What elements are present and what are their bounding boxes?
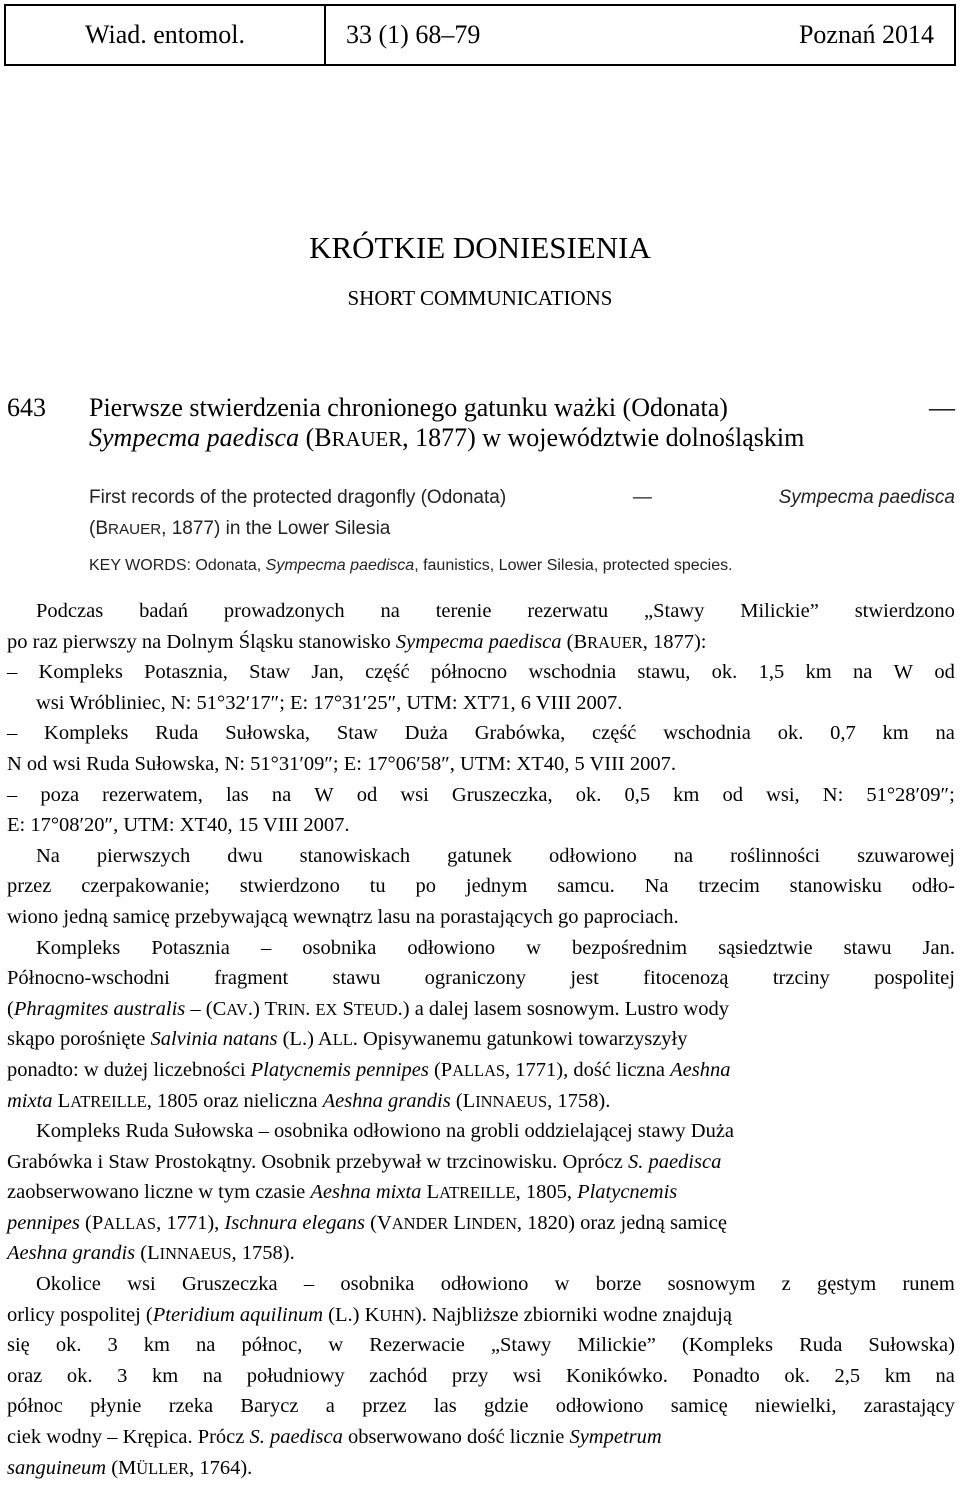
paragraph-line: północ płynie rzeka Barycz a przez las gdzie odłowiono samicę niewielki, zarastający — [7, 1395, 955, 1418]
locality-item: – Kompleks Potasznia, Staw Jan, część północno wschodnia stawu, ok. 1,5 km na W od — [7, 661, 955, 684]
paragraph-line: zaobserwowano liczne w tym czasie Aeshna mixta LATREILLE, 1805, Platycnemis — [7, 1181, 678, 1204]
paragraph-line: Okolice wsi Gruszeczka – osobnika odłowiono w borze sosnowym z gęstym runem — [36, 1273, 955, 1296]
paragraph-line: po raz pierwszy na Dolnym Śląsku stanowisko Sympecma paedisca (BRAUER, 1877): — [7, 630, 707, 653]
journal-meta — [326, 6, 954, 64]
paragraph-line: ponadto: w dużej liczebności Platycnemis pennipes (PALLAS, 1771), dość liczna Aeshna — [7, 1058, 731, 1081]
paragraph-line: (Phragmites australis – (CAV.) TRIN. EX STEUD.) a dalej lasem sosnowym. Lustro wody — [7, 997, 729, 1020]
locality-coordinates: E: 17°08′20″, UTM: XT40, 15 VIII 2007. — [7, 814, 350, 837]
section-subtitle: SHORT COMMUNICATIONS — [347, 286, 613, 310]
keywords: KEY WORDS: Odonata, Sympecma paedisca, faunistics, Lower Silesia, protected species. — [89, 557, 733, 574]
paragraph-line: przez czerpakowanie; stwierdzono tu po jednym samcu. Na trzecim stanowisku odło- — [7, 875, 955, 898]
article-body — [7, 596, 955, 1483]
journal-name: Wiad. entomol. — [6, 6, 326, 64]
paragraph-line: wiono jedną samicę przebywającą wewnątrz lasu na porastających go paprociach. — [7, 905, 679, 928]
paragraph-line: Kompleks Potasznia – osobnika odłowiono w bezpośrednim sąsiedztwie stawu Jan. — [36, 936, 955, 959]
paragraph-line: mixta LATREILLE, 1805 oraz nieliczna Aeshna grandis (LINNAEUS, 1758). — [7, 1089, 611, 1112]
paragraph-line: ciek wodny – Krępica. Prócz S. paedisca obserwowano dość licznie Sympetrum — [7, 1426, 662, 1449]
section-title: KRÓTKIE DONIESIENIA — [309, 230, 651, 265]
paragraph-line: pennipes (PALLAS, 1771), Ischnura elegans (VANDER LINDEN, 1820) oraz jedną samicę — [7, 1211, 727, 1234]
paragraph-line: Podczas badań prowadzonych na terenie rezerwatu „Stawy Milickie” stwierdzono — [36, 600, 955, 622]
article-number: 643 — [7, 393, 46, 422]
volume-pages: 33 (1) 68–79 — [346, 20, 481, 49]
locality-coordinates: wsi Wróbliniec, N: 51°32′17″; E: 17°31′25″, UTM: XT71, 6 VIII 2007. — [36, 691, 623, 714]
locality-item: – Kompleks Ruda Sułowska, Staw Duża Grabówka, część wschodnia ok. 0,7 km na — [7, 722, 955, 745]
article-title-en: First records of the protected dragonfly (Odonata) — Sympecma paedisca (BRAUER, 1877) in the Lower Silesia — [89, 487, 955, 539]
place-year: Poznań 2014 — [798, 20, 934, 49]
locality-coordinates: N od wsi Ruda Sułowska, N: 51°31′09″; E: 17°06′58″, UTM: XT40, 5 VIII 2007. — [7, 752, 677, 775]
paragraph-line: oraz ok. 3 km na południowy zachód przy wsi Konikówko. Ponadto ok. 2,5 km na — [7, 1364, 955, 1387]
locality-item: – poza rezerwatem, las na W od wsi Gruszeczka, ok. 0,5 km od wsi, N: 51°28′09″; — [7, 783, 955, 806]
article-title-pl: Pierwsze stwierdzenia chronionego gatunku ważki (Odonata) — Sympecma paedisca (BRAUER, 1877) w województwie dolnośląskim — [89, 393, 955, 452]
paragraph-line: Północno-wschodni fragment stawu ograniczony jest fitocenozą trzciny pospolitej — [7, 967, 955, 990]
paragraph-line: się ok. 3 km na północ, w Rezerwacie „Stawy Milickie” (Kompleks Ruda Sułowska) — [7, 1334, 955, 1357]
paragraph-line: skąpo porośnięte Salvinia natans (L.) ALL. Opisywanemu gatunkowi towarzyszyły — [7, 1028, 688, 1051]
paragraph-line: Na pierwszych dwu stanowiskach gatunek odłowiono na roślinności szuwarowej — [36, 844, 955, 867]
paragraph-line: orlicy pospolitej (Pteridium aquilinum (L.) KUHN). Najbliższe zbiorniki wodne znajdują — [7, 1303, 732, 1326]
paragraph-line: sanguineum (MÜLLER, 1764). — [7, 1456, 253, 1479]
keywords-label: KEY WORDS: — [89, 557, 191, 574]
journal-header — [4, 4, 956, 66]
paragraph-line: Grabówka i Staw Prostokątny. Osobnik przebywał w trzcinowisku. Oprócz S. paedisca — [7, 1150, 722, 1173]
paragraph-line: Kompleks Ruda Sułowska – osobnika odłowiono na grobli oddzielającej stawy Duża — [36, 1120, 735, 1143]
paragraph-line: Aeshna grandis (LINNAEUS, 1758). — [7, 1242, 295, 1265]
